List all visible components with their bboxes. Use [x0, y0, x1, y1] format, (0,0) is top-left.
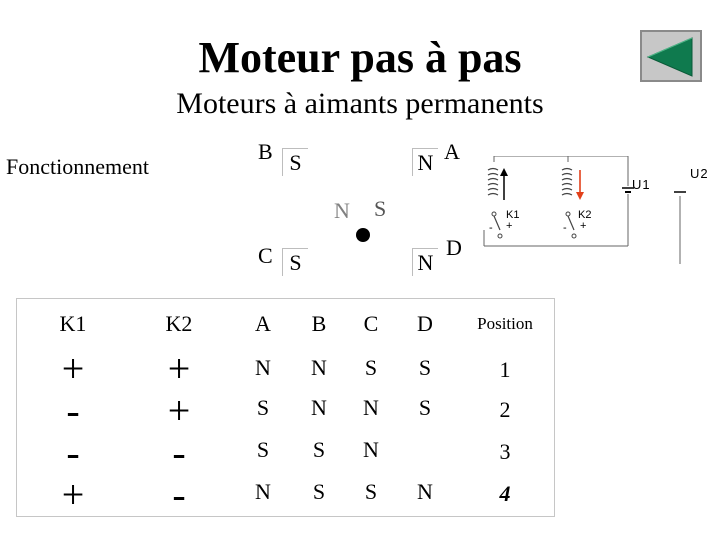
row4-k2: - — [172, 472, 186, 517]
row4-a: N — [255, 479, 271, 504]
stator-label-d: D — [446, 235, 462, 260]
row4-c: S — [364, 479, 378, 504]
coil-left — [488, 169, 498, 196]
row4-b: S — [312, 479, 326, 504]
row2-b: N — [311, 395, 327, 420]
row1-k1: + — [61, 346, 85, 391]
row3-c: N — [363, 437, 379, 462]
page-subtitle: Moteurs à aimants permanents — [176, 87, 544, 120]
label-k2: K2 — [578, 209, 592, 221]
stator-pole-c: S — [282, 248, 308, 276]
row3-k2: - — [172, 430, 186, 475]
row4-position: 4 — [499, 481, 511, 506]
section-label: Fonctionnement — [6, 154, 149, 179]
header-k1: K1 — [59, 311, 87, 336]
back-button[interactable] — [640, 30, 702, 82]
header-b: B — [311, 311, 327, 336]
stator-pole-a: N — [412, 148, 438, 176]
arrow-right-head — [576, 192, 584, 200]
back-triangle-icon — [642, 32, 700, 80]
row2-c: N — [363, 395, 379, 420]
stator-pole-d: N — [412, 248, 438, 276]
row1-b: N — [311, 355, 327, 380]
stator-pole-b: S — [282, 148, 308, 176]
stator-label-a: A — [444, 139, 460, 164]
row3-position: 3 — [499, 439, 511, 464]
page-title: Moteur pas à pas — [198, 33, 522, 82]
label-k1-minus: - — [489, 222, 493, 234]
row4-d: N — [417, 479, 433, 504]
arrow-left-head — [500, 168, 508, 176]
row3-b: S — [312, 437, 326, 462]
row2-d: S — [418, 395, 432, 420]
row1-k2: + — [167, 346, 191, 391]
header-a: A — [255, 311, 271, 336]
rotor-axis — [356, 228, 370, 242]
row2-position: 2 — [499, 397, 511, 422]
row4-k1: + — [61, 472, 85, 517]
label-k1: K1 — [506, 209, 520, 221]
row1-c: S — [364, 355, 378, 380]
label-k2-minus: - — [563, 222, 567, 234]
row1-d: S — [418, 355, 432, 380]
rotor-south: S — [374, 196, 387, 221]
row1-a: N — [255, 355, 271, 380]
label-u1: U1 — [632, 177, 651, 192]
row2-k2: + — [167, 388, 191, 433]
label-u2: U2 — [690, 166, 709, 181]
stator-label-b: B — [258, 139, 273, 164]
row2-k1: - — [66, 388, 80, 433]
row3-a: S — [256, 437, 270, 462]
sequence-table — [16, 298, 555, 517]
stator-label-c: C — [258, 243, 273, 268]
row3-k1: - — [66, 430, 80, 475]
label-k1-plus: + — [506, 220, 513, 232]
row1-position: 1 — [499, 357, 511, 382]
label-k2-plus: + — [580, 220, 587, 232]
row2-a: S — [256, 395, 270, 420]
header-k2: K2 — [165, 311, 193, 336]
header-d: D — [417, 311, 433, 336]
header-position: Position — [477, 314, 533, 333]
rotor-north: N — [334, 198, 350, 223]
coil-right — [562, 169, 572, 196]
header-c: C — [363, 311, 379, 336]
